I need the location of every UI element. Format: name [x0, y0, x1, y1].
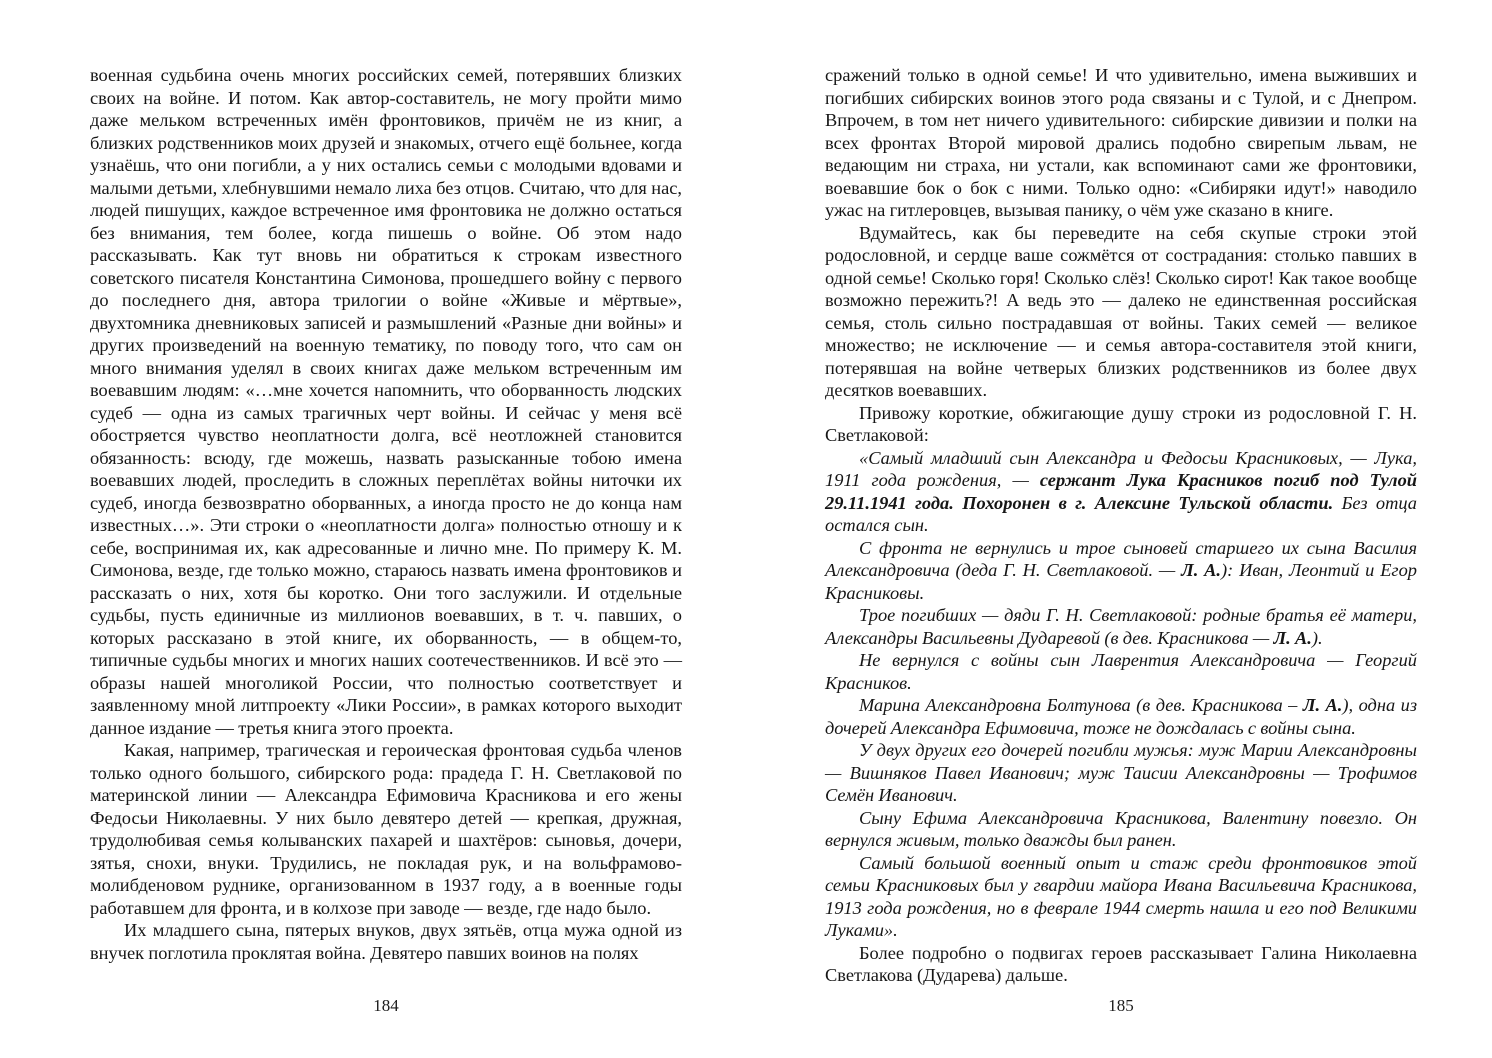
- text-run: Привожу короткие, обжигающие душу строки из родословной Г. Н. Светлаковой:: [825, 402, 1417, 445]
- text-run: Вдумайтесь, как бы переведите на себя скупые строки этой родословной, и сердце ваше сожмётся от сострадания: столько павших в одной семье! Сколько горя! Сколько слёз! Сколько сирот! Как такое вообще возможно пережить?! А ведь это — далеко не единственная российская семья, столь сильно пострадавшая от войны. Таких семей — великое множество; не исключение — и семья автора-составителя этой книги, потерявшая на войне четверых близких родственников из более двух десятков воевавших.: [825, 222, 1417, 400]
- paragraph: [825, 222, 1417, 402]
- paragraph: [825, 852, 1417, 942]
- text-run: Более подробно о подвигах героев рассказывает Галина Николаевна Светлакова (Дударева) дальше.: [825, 942, 1417, 985]
- paragraph: [825, 694, 1417, 739]
- paragraph: [90, 919, 682, 964]
- emphasis-text-run: Л. А.: [1273, 627, 1312, 648]
- paragraph: [825, 447, 1417, 537]
- left-page-text: [90, 64, 682, 964]
- right-page-text: [825, 64, 1417, 987]
- text-run: Не вернулся с войны сын Лаврентия Александровича — Георгий Красников.: [825, 650, 1417, 693]
- paragraph: [825, 537, 1417, 605]
- paragraph: [825, 739, 1417, 807]
- text-run: ), одна из дочерей Александра Ефимовича, тоже не дождалась с войны сына.: [825, 695, 1418, 738]
- paragraph: [90, 64, 682, 739]
- paragraph: [825, 402, 1417, 447]
- text-run: Сыну Ефима Александровича Красникова, Валентину повезло. Он вернулся живым, только дважды был ранен.: [825, 807, 1417, 850]
- text-run: Без отца остался сын.: [825, 492, 1417, 535]
- paragraph: [90, 739, 682, 919]
- text-run: сражений только в одной семье! И что удивительно, имена выживших и погибших сибирских воинов этого рода связаны и с Тулой, и с Днепром. Впрочем, в том нет ничего удивительного: сибирские дивизии и полки на всех фронтах Второй мировой дрались подобно свирепым львам, не ведающим ни страха, ни устали, как вспоминают сами же фронтовики, воевавшие бок о бок с ними. Только одно: «Сибиряки идут!» наводило ужас на гитлеровцев, вызывая панику, о чём уже сказано в книге.: [825, 65, 1417, 220]
- text-run: ): Иван, Леонтий и Егор Красниковы.: [825, 560, 1418, 603]
- emphasis-text-run: сержант Лука Красников погиб под Тулой 29.11.1941 года. Похоронен в г. Алексине Тульской области.: [825, 470, 1417, 513]
- text-run: Самый большой военный опыт и стаж среди фронтовиков этой семьи Красниковых был у гвардии майора Ивана Васильевича Красникова, 1913 года рождения, но в феврале 1944 смерть нашла и его под Великими Луками».: [825, 852, 1417, 940]
- paragraph: [825, 64, 1417, 222]
- text-run: Марина Александровна Болтунова (в дев. Красникова –: [859, 695, 1303, 715]
- text-run: ).: [1311, 627, 1323, 648]
- paragraph: [825, 807, 1417, 852]
- paragraph: [825, 942, 1417, 987]
- emphasis-text-run: Л. А.: [1181, 560, 1222, 580]
- text-run: Какая, например, трагическая и героическая фронтовая судьба членов только одного большого, сибирского рода: прадеда Г. Н. Светлаковой по материнской линии — Александра Ефимовича Красникова и его жены Федосьи Николаевны. У них было девятеро детей — крепкая, дружная, трудолюбивая семья колыванских пахарей и шахтёров: сыновья, дочери, зятья, снохи, внуки. Трудились, не покладая рук, и на вольфрамово-молибденовом руднике, организованном в 1937 году, а в военные годы работавшем для фронта, и в колхозе при заводе — везде, где надо было.: [90, 740, 682, 918]
- text-run: военная судьбина очень многих российских семей, потерявших близких своих на войне. И потом. Как автор-составитель, не могу пройти мимо даже мельком встреченных имён фронтовиков, причём не из книг, а близких родственников моих друзей и знакомых, отчего ещё больнее, когда узнаёшь, что они погибли, а у них остались семьи с молодыми вдовами и малыми детьми, хлебнувшими немало лиха без отцов. Считаю, что для нас, людей пишущих, каждое встреченное имя фронтовика не должно остаться без внимания, тем более, когда пишешь о войне. Об этом надо рассказывать. Как тут вновь ни обратиться к строкам известного советского писателя Константина Симонова, прошедшего войну с первого до последнего дня, автора трилогии о войне «Живые и мёртвые», двухтомника дневниковых записей и размышлений «Разные дни войны» и других произведений на военную тематику, по поводу того, что сам он много внимания уделял в своих книгах даже мельком встреченным им воевавшим людям: «…мне хочется напомнить, что оборванность людских судеб — одна из самых трагичных черт войны. И сейчас у меня всё обостряется чувство неоплатности долга, всё неотложней становится обязанность: всюду, где можешь, назвать разысканные тобою имена воевавших людей, проследить в сложных переплётах войны ниточки их судеб, иногда безвозвратно оборванных, а иногда просто не до конца нам известных…». Эти строки о «неоплатности долга» полностью отношу и к себе, воспринимая их, как адресованные и лично мне. По примеру К. М. Симонова, везде, где только можно, стараюсь назвать имена фронтовиков и рассказать о них, хотя бы коротко. Они того заслужили. И отдельные судьбы, пусть единичные из миллионов воевавших, в т. ч. павших, о которых рассказано в этой книге, их оборванность, — в общем-то, типичные судьбы многих и многих наших соотечественников. И всё это — образы нашей многоликой России, что полностью соответствует и заявленному мной литпроекту «Лики России», в рамках которого выходит данное издание — третья книга этого проекта.: [90, 65, 682, 738]
- left-page-number: 184: [373, 996, 399, 1015]
- emphasis-text-run: Л. А.: [1302, 695, 1343, 715]
- right-page-number: 185: [1108, 996, 1134, 1015]
- text-run: Их младшего сына, пятерых внуков, двух зятьёв, отца мужа одной из внучек поглотила проклятая война. Девятеро павших воинов на полях: [90, 920, 682, 963]
- paragraph: [825, 604, 1417, 649]
- text-run: У двух других его дочерей погибли мужья: муж Марии Александровны — Вишняков Павел Иванович; муж Таисии Александровны — Трофимов Семён Иванович.: [825, 740, 1417, 805]
- text-run: С фронта не вернулись и трое сыновей старшего их сына Василия Александровича (деда Г. Н. Светлаковой. —: [825, 537, 1417, 580]
- text-run: «Самый младший сын Александра и Федосьи Красниковых, — Лука, 1911 года рождения, —: [825, 447, 1417, 490]
- text-run: Трое погибших — дяди Г. Н. Светлаковой: родные братья её матери, Александры Васильевны Дударевой (в дев. Красникова —: [825, 605, 1417, 648]
- right-page: [746, 0, 1492, 1058]
- paragraph: [825, 649, 1417, 694]
